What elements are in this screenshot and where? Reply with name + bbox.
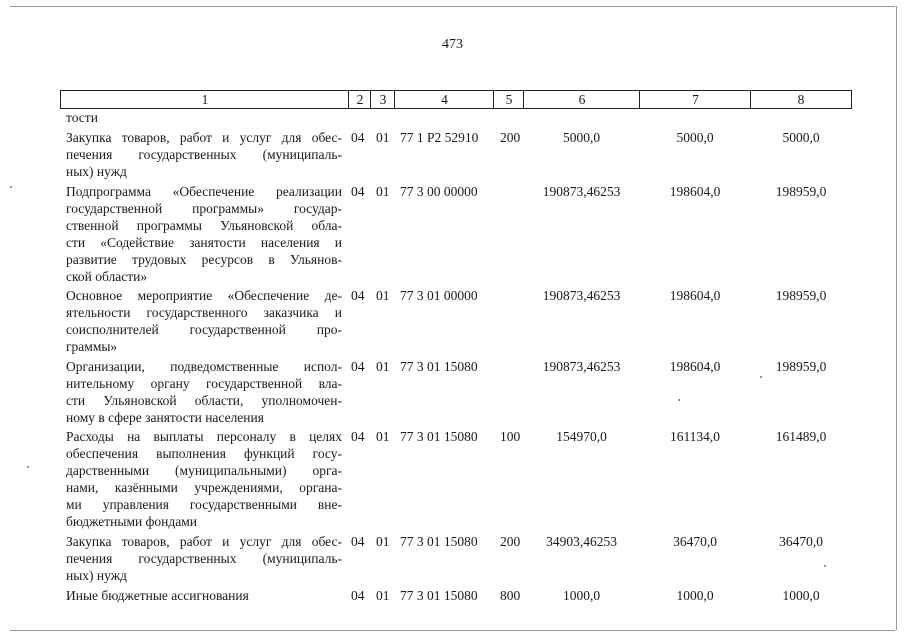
scan-frame-top [10, 6, 895, 7]
description-line: ному в сфере занятости населения [66, 410, 264, 425]
table-row [0, 358, 905, 428]
cell-col-8: 198959,0 [775, 184, 827, 199]
scan-speck [760, 376, 762, 378]
cell-col-2: 04 [351, 288, 365, 303]
description-line: печения государственных (муниципаль- [66, 551, 342, 566]
description-line: нами, казёнными учреждениями, органа- [66, 480, 342, 495]
scan-speck [10, 186, 12, 188]
cell-col-5: 200 [500, 534, 521, 549]
description-line: нительному органу государственной вла- [66, 376, 342, 391]
description-line: развитие трудовых ресурсов в Ульянов- [66, 252, 342, 267]
cell-col-8: 198959,0 [775, 288, 827, 303]
column-header-8: 8 [750, 90, 852, 109]
table-row [0, 587, 905, 604]
description-line: бюджетными фондами [66, 514, 197, 529]
description-line: обеспечения выполнения функций госу- [66, 446, 342, 461]
cell-col-8: 5000,0 [782, 130, 820, 145]
description-line: ятельности государственного заказчика и [66, 305, 342, 320]
cell-col-2: 04 [351, 184, 365, 199]
cell-col-2: 04 [351, 429, 365, 444]
row-description [66, 533, 342, 584]
description-line: Подпрограмма «Обеспечение реализации [66, 184, 342, 199]
row-description [66, 183, 342, 285]
cell-col-5: 100 [500, 429, 521, 444]
column-header-6: 6 [523, 90, 640, 109]
cell-col-3: 01 [376, 184, 390, 199]
row-description [66, 358, 342, 426]
cell-col-4: 77 3 01 00000 [400, 288, 478, 303]
cell-col-3: 01 [376, 534, 390, 549]
table-row [0, 428, 905, 533]
description-line: ми управления государственными вне- [66, 497, 342, 512]
row-description [66, 287, 342, 355]
description-line: сти «Содействие занятости населения и [66, 235, 342, 250]
description-line: государственной программы» государ- [66, 201, 342, 216]
column-header-2: 2 [348, 90, 371, 109]
description-line: ственной программы Ульяновской обла- [66, 218, 342, 233]
cell-col-3: 01 [376, 588, 390, 603]
table-row [0, 287, 905, 358]
cell-col-8: 36470,0 [779, 534, 823, 549]
cell-col-3: 01 [376, 288, 390, 303]
row-description [66, 129, 342, 180]
column-header-4: 4 [394, 90, 494, 109]
table-row [0, 129, 905, 183]
scan-speck [678, 399, 680, 401]
table-row [0, 183, 905, 287]
cell-col-6: 5000,0 [562, 130, 601, 145]
cell-col-7: 161134,0 [669, 429, 721, 444]
cell-col-5: 200 [500, 130, 521, 145]
cell-col-4: 77 3 01 15080 [400, 359, 478, 374]
cell-col-7: 198604,0 [669, 288, 721, 303]
cell-col-8: 198959,0 [775, 359, 827, 374]
cell-col-2: 04 [351, 359, 365, 374]
description-line: ской области» [66, 269, 148, 284]
column-header-3: 3 [370, 90, 395, 109]
row-description [66, 587, 342, 604]
description-line: Иные бюджетные ассигнования [66, 588, 249, 603]
cell-col-6: 190873,46253 [542, 288, 621, 303]
cell-col-7: 1000,0 [676, 588, 714, 603]
cell-col-7: 5000,0 [676, 130, 714, 145]
description-line: граммы» [66, 339, 118, 354]
description-line: ных) нужд [66, 164, 127, 179]
cell-col-6: 154970,0 [556, 429, 607, 444]
cell-col-3: 01 [376, 429, 390, 444]
description-line: Организации, подведомственные испол- [66, 359, 342, 374]
table-row [0, 109, 905, 129]
cell-col-2: 04 [351, 588, 365, 603]
description-line: Расходы на выплаты персоналу в целях [66, 429, 342, 444]
cell-col-7: 198604,0 [669, 184, 721, 199]
cell-col-3: 01 [376, 130, 390, 145]
scan-frame-bottom [10, 630, 895, 631]
cell-col-8: 161489,0 [775, 429, 827, 444]
cell-col-6: 190873,46253 [542, 359, 621, 374]
description-line: тости [66, 110, 98, 125]
row-description [66, 109, 342, 126]
scan-speck [824, 565, 826, 567]
cell-col-4: 77 3 00 00000 [400, 184, 478, 199]
cell-col-4: 77 3 01 15080 [400, 534, 478, 549]
cell-col-2: 04 [351, 534, 365, 549]
table-body [0, 109, 905, 604]
cell-col-2: 04 [351, 130, 365, 145]
cell-col-3: 01 [376, 359, 390, 374]
row-description [66, 428, 342, 530]
description-line: Закупка товаров, работ и услуг для обес- [66, 534, 342, 549]
table-row [0, 533, 905, 587]
description-line: Основное мероприятие «Обеспечение де- [66, 288, 342, 303]
cell-col-8: 1000,0 [782, 588, 820, 603]
cell-col-4: 77 3 01 15080 [400, 429, 478, 444]
cell-col-6: 34903,46253 [546, 534, 617, 549]
description-line: сти Ульяновской области, уполномочен- [66, 393, 342, 408]
column-header-5: 5 [493, 90, 524, 109]
description-line: ных) нужд [66, 568, 127, 583]
description-line: Закупка товаров, работ и услуг для обес- [66, 130, 342, 145]
cell-col-4: 77 3 01 15080 [400, 588, 478, 603]
page-number: 473 [442, 37, 463, 52]
description-line: печения государственных (муниципаль- [66, 147, 342, 162]
cell-col-5: 800 [500, 588, 521, 603]
scan-speck [27, 466, 29, 468]
column-header-1: 1 [60, 90, 349, 109]
cell-col-7: 198604,0 [669, 359, 721, 374]
description-line: дарственными (муниципальными) орга- [66, 463, 342, 478]
cell-col-6: 190873,46253 [542, 184, 621, 199]
cell-col-6: 1000,0 [562, 588, 601, 603]
cell-col-4: 77 1 P2 52910 [400, 130, 479, 145]
column-header-7: 7 [639, 90, 751, 109]
cell-col-7: 36470,0 [673, 534, 717, 549]
description-line: соисполнителей государственной про- [66, 322, 342, 337]
